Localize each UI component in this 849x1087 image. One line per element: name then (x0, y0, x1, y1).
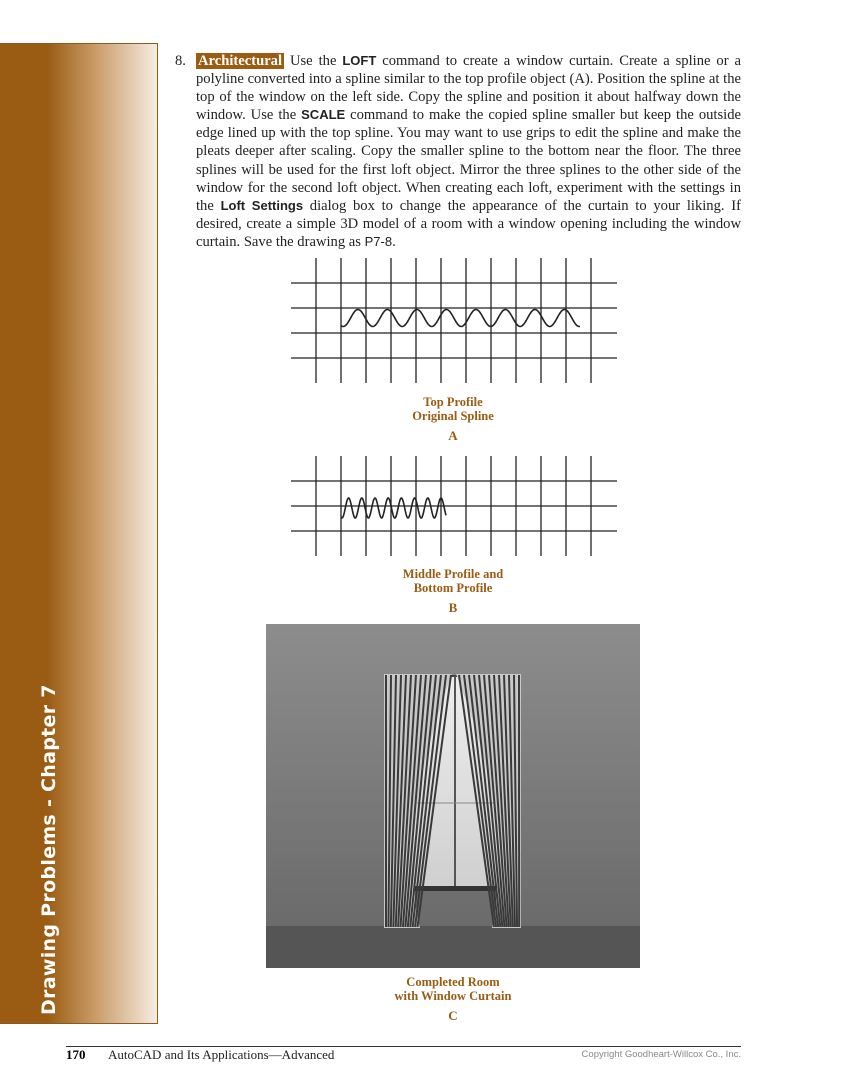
room-render (266, 624, 640, 968)
caption-line: Top Profile (423, 395, 483, 409)
caption-line: Middle Profile and (402, 567, 504, 581)
page-number: 170 (66, 1047, 86, 1062)
grid-b (291, 456, 617, 556)
text: command to make the copied spline smaller but keep the outside edge lined up with the top spline. You may want to use grips to edit the spline and make the pleats deeper after scaling. Copy the smaller spline to the bottom near the floor. The three splines will be used for the first loft object. Mirror the three splines to the other side of the window for the second loft object. When creating each loft, experiment with the settings in the (196, 107, 741, 214)
figure-b-caption (353, 567, 553, 595)
figure-c-caption (353, 975, 553, 1003)
command-loft: LOFT (342, 53, 377, 68)
floor (266, 926, 640, 968)
copyright: Copyright Goodheart-Willcox Co., Inc. (581, 1049, 741, 1060)
book-title: AutoCAD and Its Applications—Advanced (108, 1047, 335, 1062)
text: Use the (284, 53, 343, 69)
figure-a-letter: A (448, 428, 458, 443)
figure-b-letter: B (448, 600, 458, 615)
text: dialog box to change the appearance of the curtain to your liking. If desired, create a simple 3D model of a room with a window opening including the window curtain. Save the drawing as (196, 197, 741, 250)
spline-middle-profile (341, 498, 446, 518)
caption-line: Bottom Profile (413, 581, 493, 595)
text: . (392, 233, 396, 250)
grid-a (291, 258, 617, 383)
caption-line: Completed Room (406, 975, 500, 989)
figure-a-caption (353, 395, 553, 423)
figure-c-letter: C (448, 1008, 458, 1023)
spline-top-profile (341, 310, 580, 327)
text: command to create a window curtain. Create a spline or a polyline converted into a spline similar to the top profile object (A). Position the spline at the top of the window on the left side. Copy the spline and position it about halfway down the window. Use the (196, 53, 741, 124)
caption-line: Original Spline (412, 409, 494, 423)
file-name: P7-8 (364, 233, 393, 249)
problem-number: 8. (175, 53, 186, 69)
sidebar-title: Drawing Problems - Chapter 7 (38, 684, 60, 1015)
caption-line: with Window Curtain (394, 989, 512, 1003)
dialog-loft-settings: Loft Settings (220, 197, 304, 213)
command-scale: SCALE (301, 107, 346, 123)
category-tag: Architectural (198, 53, 283, 69)
